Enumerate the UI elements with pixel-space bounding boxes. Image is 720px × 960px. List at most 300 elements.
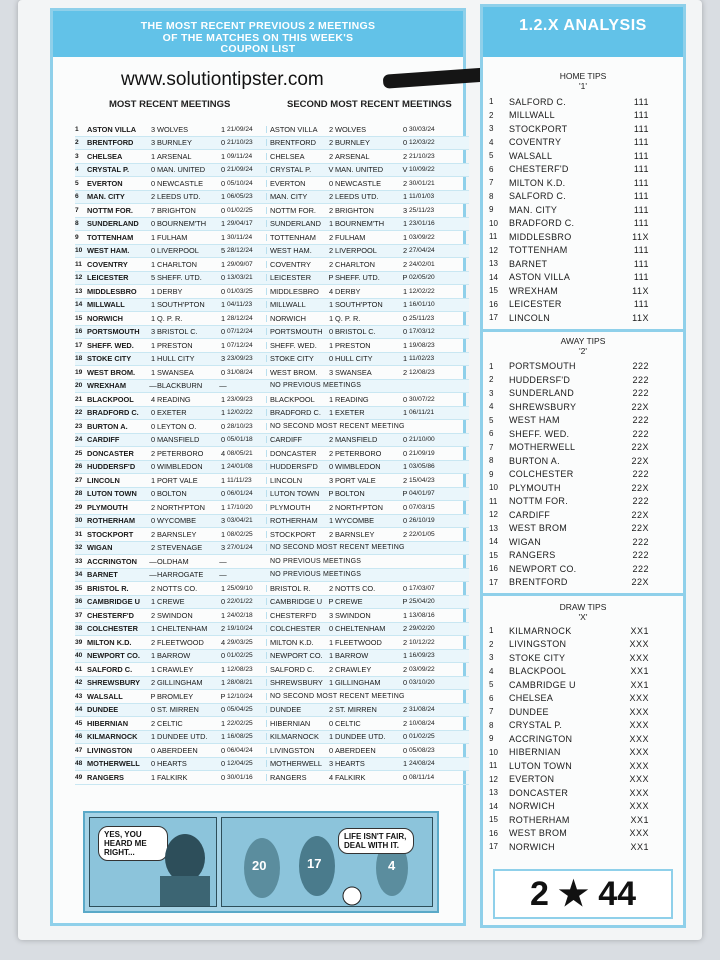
away-score: 0 <box>220 138 226 148</box>
home-score: 2 <box>150 583 156 593</box>
tip-number: 6 <box>489 693 494 703</box>
away-score: 1 <box>220 529 226 539</box>
prev-home-team: WEST BROM. <box>270 367 318 377</box>
prev-home-score: 4 <box>328 772 334 782</box>
home-score: 0 <box>150 705 156 715</box>
draw-tips-sub: 'X' <box>578 612 588 622</box>
away-tips-list <box>483 360 683 590</box>
prev-home-score: 0 <box>328 178 334 188</box>
draw-tip-item <box>483 800 683 814</box>
prev-home-score: 2 <box>328 192 334 202</box>
home-team: PLYMOUTH <box>87 502 128 512</box>
match-date: 07/12/24 <box>227 342 267 349</box>
meeting-row <box>75 272 469 286</box>
tip-team: DONCASTER <box>509 787 569 798</box>
tip-code: XX1 <box>630 679 649 690</box>
row-number: 16 <box>75 328 83 336</box>
home-team: BRADFORD C. <box>87 408 139 418</box>
home-score: 4 <box>150 394 156 404</box>
prev-match-date: 24/02/01 <box>409 260 435 268</box>
away-score: 0 <box>220 273 226 283</box>
prev-away-score: P <box>402 273 408 283</box>
home-score: 0 <box>150 165 156 175</box>
divider <box>483 593 683 596</box>
tip-code: 111 <box>633 137 649 148</box>
tip-number: 13 <box>489 788 498 798</box>
prev-home-score: 2 <box>328 259 334 269</box>
tip-team: WEST BROM <box>509 523 568 534</box>
home-team: WIGAN <box>87 543 113 553</box>
home-tip-item <box>483 149 683 163</box>
meeting-row <box>75 555 469 569</box>
tip-team: ASTON VILLA <box>509 272 571 283</box>
row-number: 9 <box>75 233 79 241</box>
away-team: SWANSEA <box>157 367 194 377</box>
away-team: WYCOMBE <box>157 516 197 526</box>
prev-away-team: MAN. UNITED <box>335 165 384 175</box>
tip-code: XXX <box>629 639 649 650</box>
away-tip-item <box>483 562 683 576</box>
tip-code: 22X <box>631 442 649 453</box>
away-score: 1 <box>220 718 226 728</box>
row-number: 35 <box>75 584 83 592</box>
tip-team: LEICESTER <box>509 299 562 310</box>
home-team: ACCRINGTON <box>87 556 137 566</box>
row-number: 28 <box>75 490 83 498</box>
away-tip-item <box>483 508 683 522</box>
meeting-row <box>75 542 469 556</box>
row-number: 3 <box>75 152 79 160</box>
prev-match-date: 30/07/22 <box>409 395 435 403</box>
prev-home-team: KILMARNOCK <box>270 732 319 742</box>
tip-code: 111 <box>633 164 649 175</box>
meeting-note: NO PREVIOUS MEETINGS <box>270 382 362 390</box>
match-date: 22/01/22 <box>227 598 267 605</box>
away-score: 1 <box>220 394 226 404</box>
tip-team: CARDIFF <box>509 509 551 520</box>
tip-number: 16 <box>489 564 498 574</box>
prev-away-score: 2 <box>402 246 408 256</box>
tip-team: WIGAN <box>509 536 541 547</box>
away-team: NOTTS CO. <box>157 583 198 593</box>
row-number: 37 <box>75 611 83 619</box>
prev-match-date: 06/11/21 <box>409 409 435 417</box>
prev-away-team: HEARTS <box>335 759 365 769</box>
prev-match-date: 27/04/24 <box>409 247 435 255</box>
home-score: 1 <box>150 300 156 310</box>
row-number: 2 <box>75 139 79 147</box>
away-score: 0 <box>220 178 226 188</box>
draw-tip-item <box>483 678 683 692</box>
row-number: 31 <box>75 530 83 538</box>
tip-code: 111 <box>633 110 649 121</box>
match-date: 12/04/25 <box>227 760 267 767</box>
away-score: 3 <box>220 354 226 364</box>
away-score: 0 <box>220 367 226 377</box>
row-number: 40 <box>75 652 83 660</box>
prev-away-team: READING <box>335 394 369 404</box>
home-team: NORWICH <box>87 313 123 323</box>
meeting-row <box>75 366 469 380</box>
away-team: SOUTH'PTON <box>157 300 205 310</box>
match-date: 30/01/16 <box>227 774 267 781</box>
match-date: 13/03/21 <box>227 274 267 281</box>
tip-code: 222 <box>632 550 649 561</box>
prev-away-team: NEWCASTLE <box>335 178 381 188</box>
row-number: 42 <box>75 679 83 687</box>
meeting-row <box>75 299 469 313</box>
meeting-row <box>75 218 469 232</box>
home-tip-item <box>483 257 683 271</box>
meeting-row <box>75 177 469 191</box>
prev-home-score: 2 <box>328 124 334 134</box>
tip-team: HIBERNIAN <box>509 747 561 758</box>
prev-away-team: SWANSEA <box>335 367 372 377</box>
home-tips-sub: '1' <box>579 81 587 91</box>
prev-match-date: 21/10/00 <box>409 436 435 444</box>
prev-match-date: 30/03/24 <box>409 125 435 133</box>
prev-home-score: 0 <box>328 624 334 634</box>
prev-home-score: 0 <box>328 327 334 337</box>
away-tips-heading: AWAY TIPS <box>560 335 606 346</box>
away-tip-item <box>483 427 683 441</box>
prev-home-team: PLYMOUTH <box>270 502 311 512</box>
home-team: MIDDLESBRO <box>87 286 137 296</box>
row-number: 47 <box>75 746 83 754</box>
tip-team: CHELSEA <box>509 693 554 704</box>
match-date: 22/02/25 <box>227 720 267 727</box>
away-tip-item <box>483 454 683 468</box>
row-number: 45 <box>75 719 83 727</box>
home-team: NOTTM FOR. <box>87 205 133 215</box>
home-score: 0 <box>150 178 156 188</box>
match-date: 31/08/24 <box>227 369 267 376</box>
col-second-most-recent: SECOND MOST RECENT MEETINGS <box>287 99 452 110</box>
tip-team: COLCHESTER <box>509 469 574 480</box>
prev-away-score: 0 <box>402 583 408 593</box>
draw-tip-item <box>483 732 683 746</box>
coupon-number: 2 ★ 44 <box>493 869 673 919</box>
row-number: 22 <box>75 409 83 417</box>
prev-home-score: 1 <box>328 651 334 661</box>
match-date: 06/01/24 <box>227 490 267 497</box>
row-number: 4 <box>75 166 79 174</box>
prev-match-date: 08/11/14 <box>409 773 435 781</box>
row-number: 25 <box>75 449 83 457</box>
prev-away-team: ABERDEEN <box>335 745 376 755</box>
meeting-row <box>75 285 469 299</box>
prev-away-score: 2 <box>402 664 408 674</box>
match-date: 07/12/24 <box>227 328 267 335</box>
match-date: 04/11/23 <box>227 301 267 308</box>
tip-number: 8 <box>489 456 494 466</box>
home-team: HUDDERSF'D <box>87 462 136 472</box>
away-team: FALKIRK <box>157 772 188 782</box>
prev-home-score: 2 <box>328 664 334 674</box>
draw-tips-heading: DRAW TIPS <box>559 602 607 612</box>
row-number: 34 <box>75 571 83 579</box>
away-score: 0 <box>220 165 226 175</box>
tip-code: XXX <box>629 760 649 771</box>
away-tip-item <box>483 373 683 387</box>
prev-away-score: 0 <box>402 124 408 134</box>
prev-home-team: STOCKPORT <box>270 529 316 539</box>
tip-code: 222 <box>632 496 649 507</box>
tip-number: 7 <box>489 178 494 188</box>
meeting-row <box>75 569 469 583</box>
draw-tip-item <box>483 705 683 719</box>
away-team: NORTH'PTON <box>157 502 205 512</box>
meeting-row <box>75 393 469 407</box>
row-number: 14 <box>75 301 83 309</box>
tip-number: 11 <box>489 761 498 771</box>
home-tip-item <box>483 190 683 204</box>
row-number: 33 <box>75 557 83 565</box>
prev-match-date: 24/08/24 <box>409 760 435 768</box>
draw-tip-item <box>483 746 683 760</box>
home-score: 1 <box>150 475 156 485</box>
prev-home-score: 4 <box>328 286 334 296</box>
match-date: 29/09/07 <box>227 261 267 268</box>
row-number: 18 <box>75 355 83 363</box>
away-tip-item <box>483 535 683 549</box>
prev-away-team: NORTH'PTON <box>335 502 383 512</box>
prev-away-team: BOURNEM'TH <box>335 219 385 229</box>
tip-code: 222 <box>632 361 649 372</box>
away-score: 1 <box>220 732 226 742</box>
prev-away-team: BRIGHTON <box>335 205 374 215</box>
tip-team: WREXHAM <box>509 285 559 296</box>
home-score: 3 <box>150 124 156 134</box>
meeting-note: NO PREVIOUS MEETINGS <box>270 571 362 579</box>
meeting-row <box>75 488 469 502</box>
prev-away-team: HULL CITY <box>335 354 373 364</box>
prev-away-team: SHEFF. UTD. <box>335 273 380 283</box>
prev-home-score: 2 <box>328 448 334 458</box>
prev-away-team: Q. P. R. <box>335 313 361 323</box>
tip-code: XX1 <box>630 666 649 677</box>
prev-away-score: 1 <box>402 232 408 242</box>
prev-away-score: 0 <box>402 516 408 526</box>
away-team: CELTIC <box>157 718 183 728</box>
prev-away-team: SOUTH'PTON <box>335 300 383 310</box>
away-score: 0 <box>220 745 226 755</box>
meeting-row <box>75 245 469 259</box>
prev-home-score: 2 <box>328 232 334 242</box>
row-number: 27 <box>75 476 83 484</box>
prev-away-score: 0 <box>402 435 408 445</box>
jersey-20: 20 <box>252 858 267 873</box>
away-score: 1 <box>220 192 226 202</box>
away-team: ST. MIRREN <box>157 705 199 715</box>
tip-number: 11 <box>489 232 498 242</box>
away-team: STEVENAGE <box>157 543 203 553</box>
tip-number: 17 <box>489 577 498 587</box>
tip-team: CAMBRIDGE U <box>509 679 576 690</box>
tip-code: 222 <box>632 374 649 385</box>
tip-team: DUNDEE <box>509 706 549 717</box>
meetings-header <box>53 11 463 57</box>
away-tip-item <box>483 481 683 495</box>
meetings-table <box>75 123 469 785</box>
home-tip-item <box>483 163 683 177</box>
meeting-row <box>75 353 469 367</box>
away-team: LEEDS UTD. <box>157 192 201 202</box>
prev-home-team: COLCHESTER <box>270 624 321 634</box>
tip-number: 17 <box>489 313 498 323</box>
row-number: 39 <box>75 638 83 646</box>
prev-away-score: 1 <box>402 408 408 418</box>
prev-home-team: SHREWSBURY <box>270 678 323 688</box>
away-tip-item <box>483 549 683 563</box>
meeting-row <box>75 420 469 434</box>
tip-number: 2 <box>489 375 494 385</box>
prev-away-team: PETERBORO <box>335 448 382 458</box>
prev-home-score: 1 <box>328 300 334 310</box>
home-team: PORTSMOUTH <box>87 327 140 337</box>
tip-number: 10 <box>489 483 498 493</box>
away-team: DERBY <box>157 286 183 296</box>
prev-home-score: 2 <box>328 705 334 715</box>
prev-away-team: FALKIRK <box>335 772 366 782</box>
jersey-4: 4 <box>388 858 396 873</box>
home-tips-heading: HOME TIPS <box>559 71 607 81</box>
row-number: 29 <box>75 503 83 511</box>
prev-home-score: 2 <box>328 435 334 445</box>
meeting-row <box>75 204 469 218</box>
tip-number: 1 <box>489 97 494 107</box>
home-score: 1 <box>150 259 156 269</box>
prev-home-team: BRENTFORD <box>270 138 316 148</box>
prev-home-score: 0 <box>328 354 334 364</box>
draw-tip-item <box>483 840 683 854</box>
comic-bubble-1: YES, YOU HEARD ME RIGHT... <box>98 826 168 861</box>
tip-number: 4 <box>489 402 494 412</box>
meeting-row <box>75 312 469 326</box>
row-number: 8 <box>75 220 79 228</box>
prev-home-score: 2 <box>328 583 334 593</box>
prev-match-date: 13/08/16 <box>409 611 435 619</box>
meeting-row <box>75 137 469 151</box>
home-team: WEST HAM. <box>87 246 130 256</box>
away-score: — <box>219 570 227 580</box>
match-date: 29/04/17 <box>227 220 267 227</box>
draw-tip-item <box>483 624 683 638</box>
tip-code: XXX <box>629 747 649 758</box>
header-line-2: OF THE MATCHES ON THIS WEEK'S <box>162 31 354 44</box>
prev-match-date: 02/05/20 <box>409 274 435 282</box>
tip-code: XX1 <box>630 814 649 825</box>
prev-match-date: 10/09/22 <box>409 166 435 174</box>
meeting-row <box>75 123 469 137</box>
tip-code: XXX <box>629 652 649 663</box>
home-team: COLCHESTER <box>87 624 138 634</box>
home-team: LUTON TOWN <box>87 489 137 499</box>
draw-tip-item <box>483 719 683 733</box>
match-date: 05/10/24 <box>227 180 267 187</box>
prev-home-score: 3 <box>328 759 334 769</box>
tip-team: WEST BROM <box>509 828 568 839</box>
away-score: 1 <box>220 610 226 620</box>
away-team: CRAWLEY <box>157 664 194 674</box>
tip-team: MILLWALL <box>509 110 555 121</box>
home-team: DUNDEE <box>87 705 119 715</box>
home-tip-item <box>483 217 683 231</box>
away-score: P <box>220 691 226 701</box>
prev-home-team: RANGERS <box>270 772 307 782</box>
tip-team: WALSALL <box>509 150 553 161</box>
tip-number: 5 <box>489 680 494 690</box>
match-date: 28/12/24 <box>227 315 267 322</box>
tip-number: 12 <box>489 774 498 784</box>
draw-tip-item <box>483 786 683 800</box>
away-score: 0 <box>220 772 226 782</box>
tip-code: XXX <box>629 801 649 812</box>
prev-home-team: ROTHERHAM <box>270 516 318 526</box>
prev-home-team: NEWPORT CO. <box>270 651 323 661</box>
tip-team: SHEFF. WED. <box>509 428 570 439</box>
match-date: 21/09/24 <box>227 166 267 173</box>
jersey-17: 17 <box>307 856 322 871</box>
away-score: 4 <box>220 637 226 647</box>
home-team: BRENTFORD <box>87 138 134 148</box>
meeting-row <box>75 339 469 353</box>
prev-match-date: 03/05/86 <box>409 463 435 471</box>
home-tip-item <box>483 244 683 258</box>
prev-away-score: 0 <box>402 732 408 742</box>
tip-code: 22X <box>631 455 649 466</box>
away-score: 4 <box>220 448 226 458</box>
away-score: 1 <box>220 475 226 485</box>
prev-home-team: CHESTERF'D <box>270 610 317 620</box>
away-team: NEWCASTLE <box>157 178 203 188</box>
match-date: 12/02/22 <box>227 409 267 416</box>
tip-number: 3 <box>489 124 494 134</box>
row-number: 30 <box>75 517 83 525</box>
tip-team: NOTTM FOR. <box>509 496 568 507</box>
tip-number: 4 <box>489 137 494 147</box>
tip-code: 111 <box>633 299 649 310</box>
tip-code: 222 <box>632 563 649 574</box>
home-score: — <box>149 381 157 391</box>
meeting-row <box>75 515 469 529</box>
tip-team: RANGERS <box>509 550 556 561</box>
match-date: 21/10/23 <box>227 139 267 146</box>
home-score: — <box>149 570 157 580</box>
away-score: 1 <box>220 664 226 674</box>
away-team: ABERDEEN <box>157 745 198 755</box>
prev-home-team: SALFORD C. <box>270 664 315 674</box>
home-team: TOTTENHAM <box>87 232 134 242</box>
home-team: CAMBRIDGE U <box>87 597 140 607</box>
prev-away-team: BRISTOL C. <box>335 327 376 337</box>
away-team: FLEETWOOD <box>157 637 204 647</box>
away-score: 1 <box>220 313 226 323</box>
prev-home-score: 1 <box>328 516 334 526</box>
prev-home-score: 2 <box>328 138 334 148</box>
home-team: CRYSTAL P. <box>87 165 130 175</box>
away-score: 3 <box>220 516 226 526</box>
comic-bubble-2: LIFE ISN'T FAIR, DEAL WITH IT. <box>338 828 414 854</box>
match-date: 05/04/25 <box>227 706 267 713</box>
prev-away-score: V <box>402 165 408 175</box>
prev-home-team: WEST HAM. <box>270 246 312 256</box>
prev-match-date: 22/01/05 <box>409 530 435 538</box>
home-team: COVENTRY <box>87 259 128 269</box>
analysis-panel <box>480 4 686 928</box>
tip-code: 111 <box>633 272 649 283</box>
prev-match-date: 10/08/24 <box>409 719 435 727</box>
